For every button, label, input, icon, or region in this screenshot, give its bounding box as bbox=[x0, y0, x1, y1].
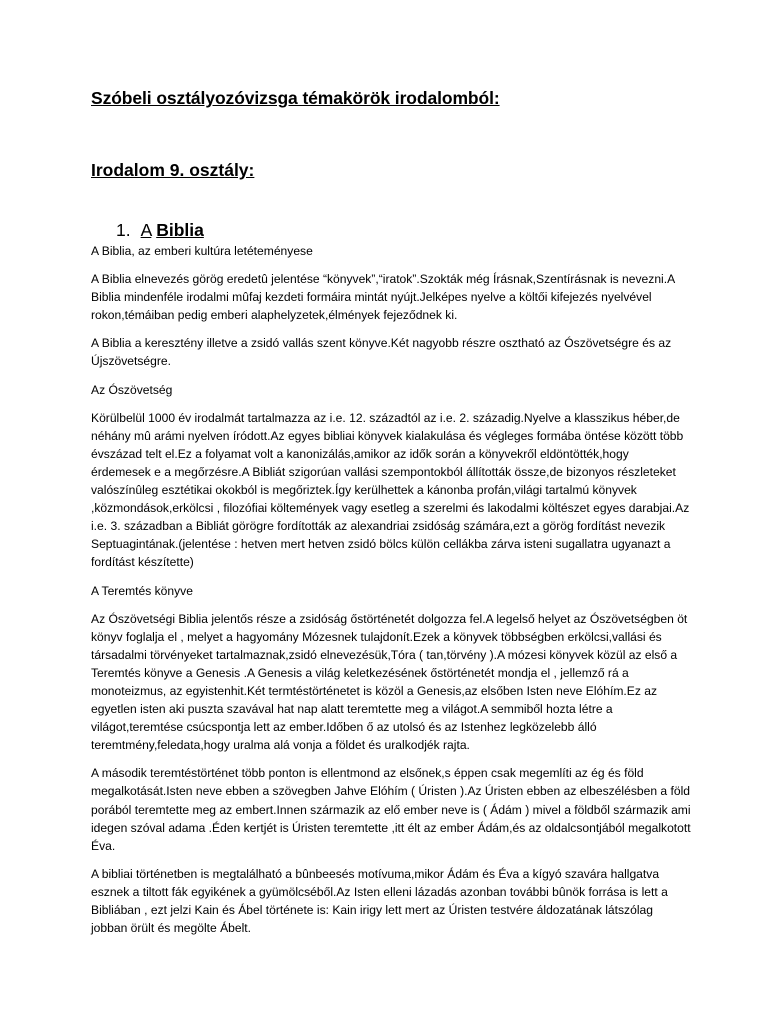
chapter-prefix: A bbox=[140, 220, 152, 240]
chapter-title: Biblia bbox=[156, 220, 204, 240]
section-heading-biblia: A Biblia, az emberi kultúra letéteményese bbox=[91, 244, 313, 258]
chapter-number: 1. bbox=[116, 220, 131, 240]
class-heading: Irodalom 9. osztály: bbox=[91, 160, 255, 180]
paragraph-parts: A Biblia a keresztény illetve a zsidó vallás szent könyve.Két nagyobb részre osztható az Ószövetségre és az Újszövetségre. bbox=[91, 336, 672, 369]
paragraph-teremtes-2: A második teremtéstörténet több ponton is ellentmond az elsőnek,s éppen csak megemlíti az ég és föld megalkotását.Isten neve ebben a szövegben Jahve Elóhím ( Úristen ).Az Úristen ebben az elbeszélésben a föld porából teremtette meg az embert.Innen származik az elő ember neve is ( Ádám ) mivel a földből származik ami idegen szóval adama .Éden kertjét is Úristen teremtette ,itt élt az ember Ádám,és az oldalcsontjából megalkotott Éva. bbox=[91, 766, 691, 853]
paragraph-oszovetseg: Körülbelül 1000 év irodalmát tartalmazza az i.e. 12. századtól az i.e. 2. századig.Nyelve a klasszikus héber,de néhány mû arámi nyelven íródott.Az egyes bibliai könyvek kialakulása és végleges formába öntése között több évszázad telt el.Ez a folyamat volt a kanonizálás,amikor az idők során a könyvekről eldöntötték,hogy érdemesek e a megőrzésre.A Bibliát szigorúan vallási szempontokból állították össze,de bizonyos részleteket valószínûleg esztétikai okokból is megőriztek.Így kerülhettek a kánonba profán,világi tartalmú könyvek ,közmondások,erkölcsi , filozófiai költemények vagy esetleg a szerelmi és lakodalmi költészet egyes darabjai.Az i.e. 3. században a Bibliát görögre fordították az alexandriai zsidóság számára,ezt a görög fordítást nevezik Septuagintának.(jelentése : hetven mert hetven zsidó bölcs külön cellákba zárva isteni sugallatra ugyanazt a fordítást készítette) bbox=[91, 410, 690, 570]
section-heading-teremtes: A Teremtés könyve bbox=[91, 583, 193, 598]
page-title: Szóbeli osztályozóvizsga témakörök irodalomból: bbox=[91, 88, 500, 108]
paragraph-name-origin: A Biblia elnevezés görög eredetû jelentése “könyvek”,“iratok”.Szokták még Írásnak,Szentírásnak is nevezni.A Biblia mindenféle irodalmi mûfaj kezdeti formáira mintát nyújt.Jelképes nyelve a költői kifejezés nyelvével rokon,témáiban pedig emberi alaphelyzetek,élmények fejeződnek ki. bbox=[91, 272, 675, 323]
paragraph-teremtes-1: Az Ószövetségi Biblia jelentős része a zsidóság őstörténetét dolgozza fel.A legelső helyet az Ószövetségben öt könyv foglalja el , melyet a hagyomány Mózesnek tulajdonít.Ezek a könyvek többségben erkölcsi,vallási és társadalmi törvényeket tartalmaznak,zsidó elnevezésük,Tóra ( tan,törvény ).A mózesi könyvek közül az első a Teremtés könyve a Genesis .A Genesis a világ keletkezésének őstörténetét mondja el , jellemző rá a monoteizmus, az egyistenhit.Két termtéstörténetet is közöl a Genesis,az elsőben Isten neve Elóhím.Ez az egyetlen isten aki puszta szavával hat nap alatt teremtette meg a világot.A semmiből hozta létre a világot,teremtése csúcspontja lett az ember.Időben ő az utolsó és az Istenhez legközelebb álló teremtmény,feledata,hogy uralma alá vonja a földet és uralkodjék rajta. bbox=[91, 611, 688, 753]
document-body bbox=[91, 242, 691, 947]
paragraph-bunbeeses: A bibliai történetben is megtalálható a bûnbeesés motívuma,mikor Ádám és Éva a kígyó szavára hallgatva esznek a tiltott fák egyikének a gyümölcséből.Az Isten elleni lázadás azonban további bûnök forrása is lett a Bibliában , ezt jelzi Kain és Ábel története is: Kain irigy lett mert az Úristen testvére áldozatának látszólag jobban örült és megölte Ábelt. bbox=[91, 866, 668, 936]
chapter-heading bbox=[116, 220, 204, 241]
section-heading-oszovetseg: Az Ószövetség bbox=[91, 382, 173, 397]
